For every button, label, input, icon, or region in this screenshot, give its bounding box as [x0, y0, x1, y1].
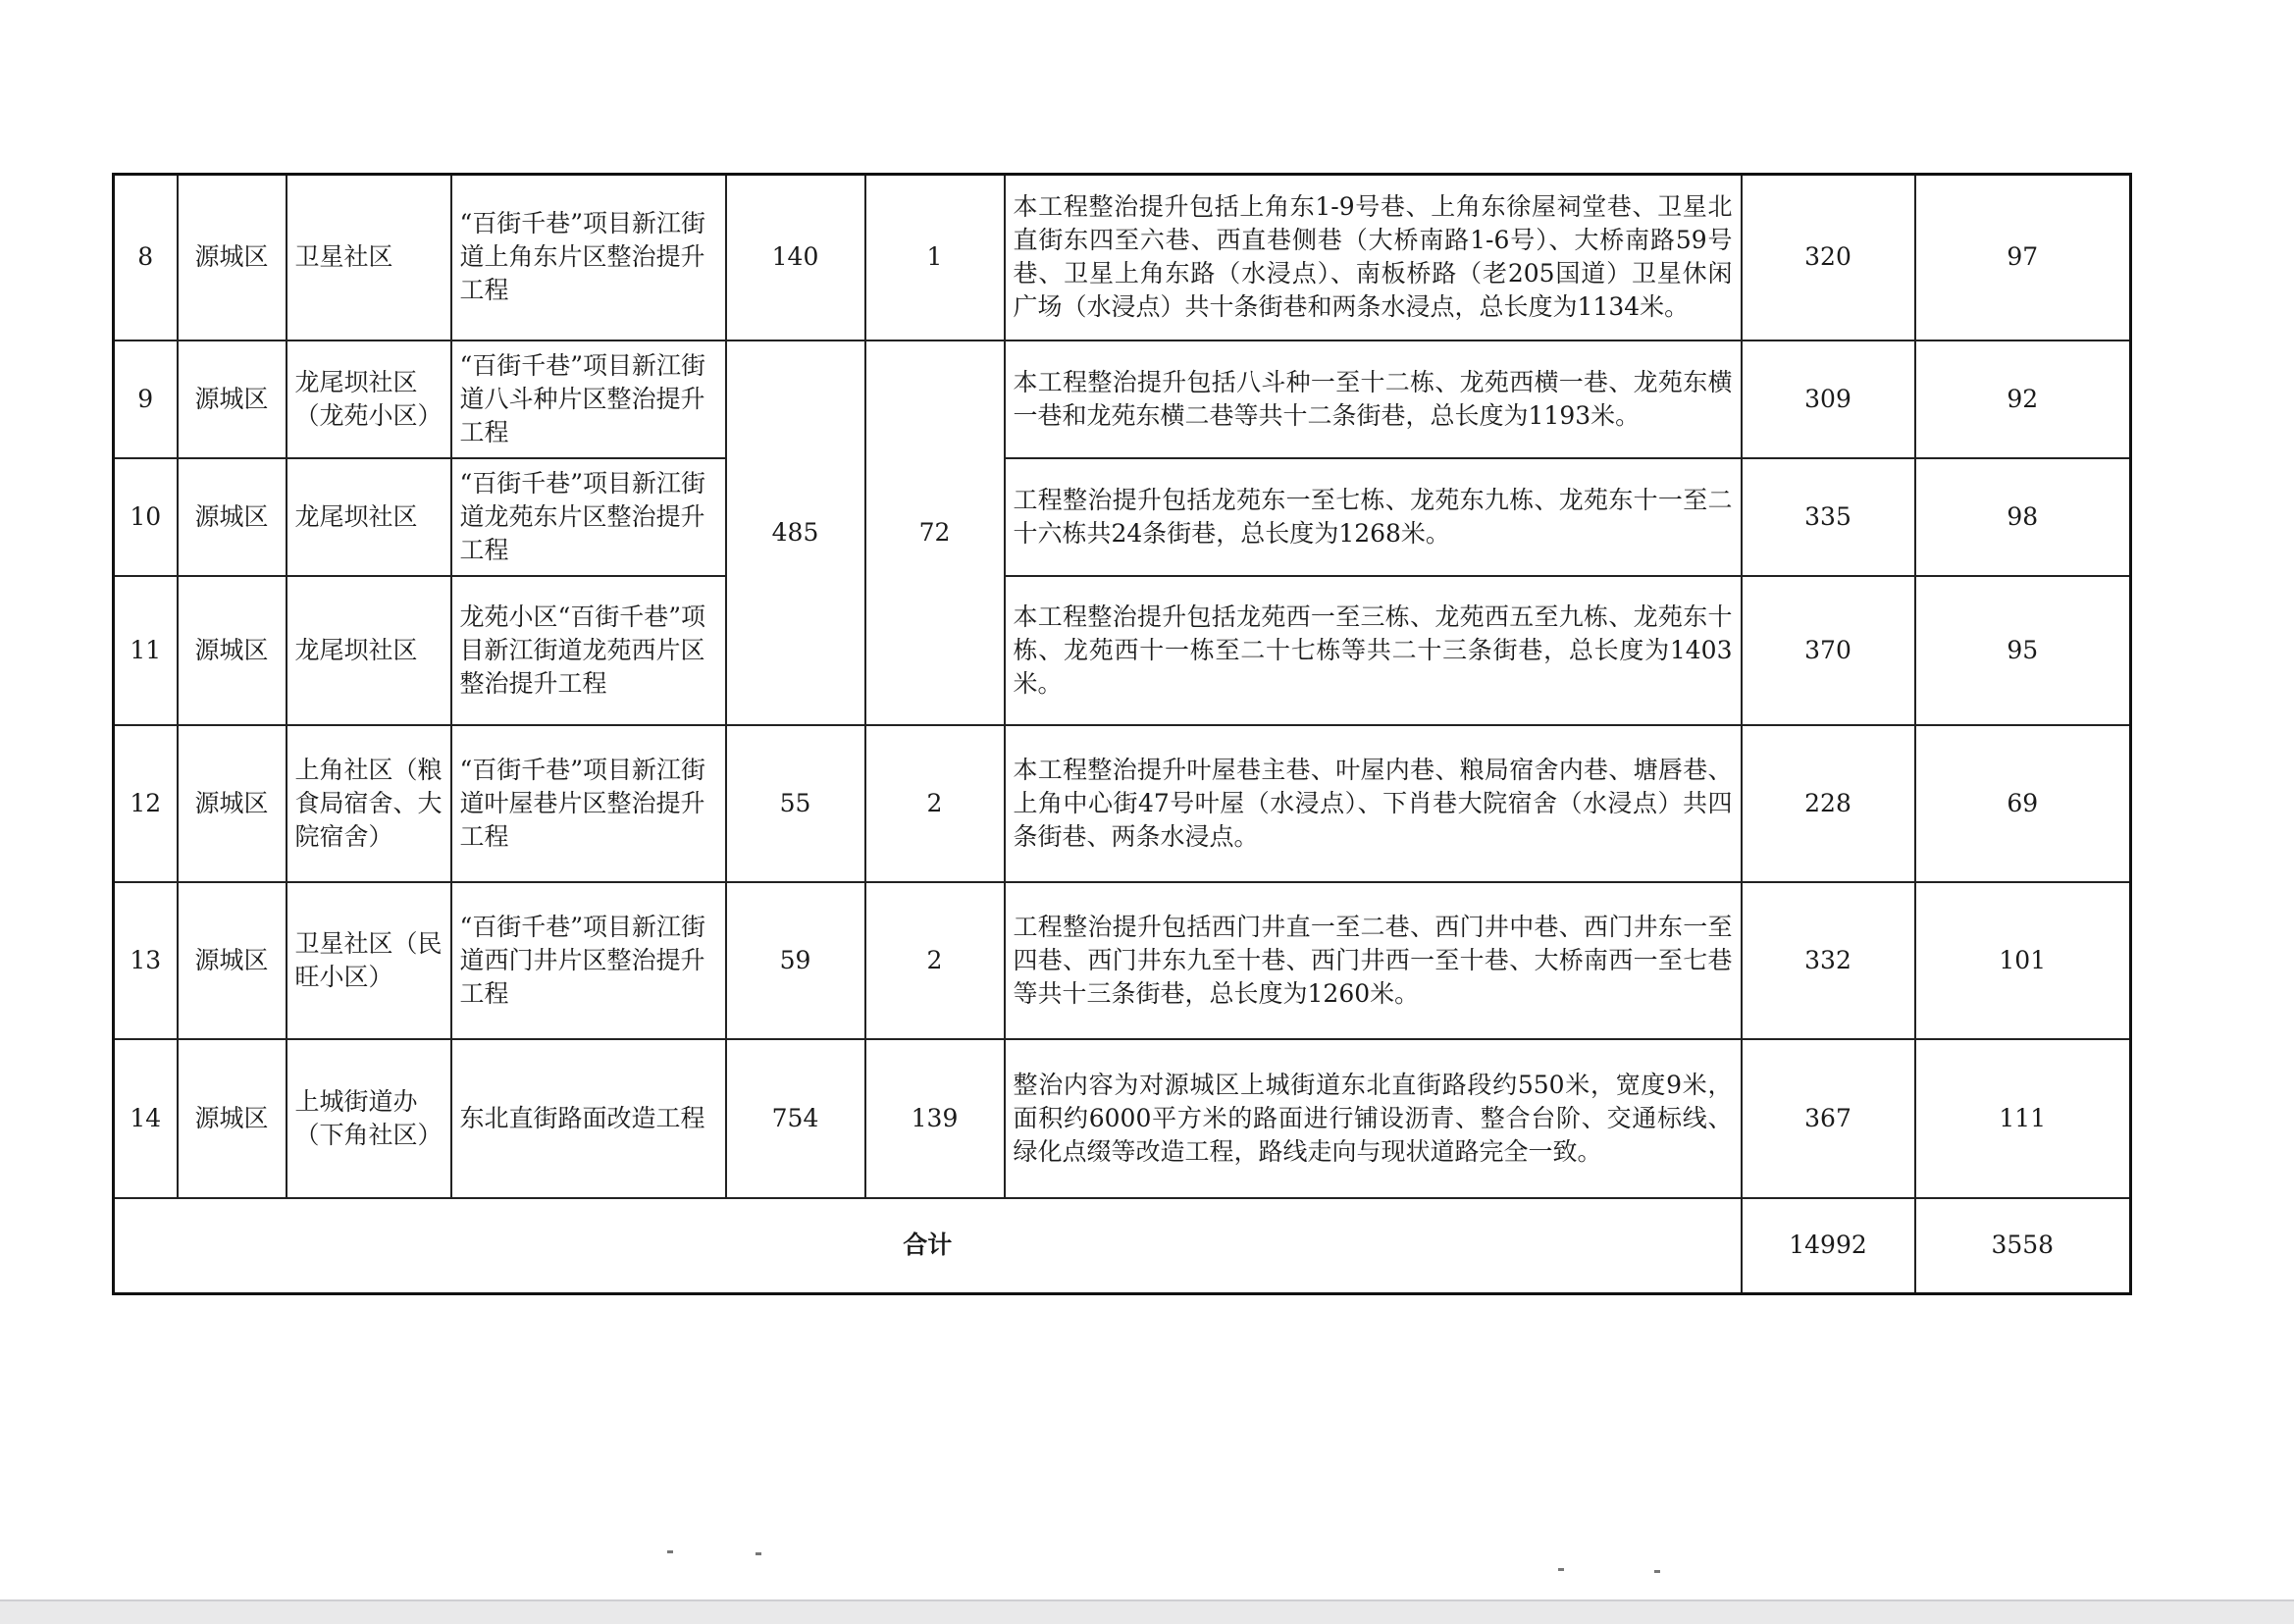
community-cell: 上城街道办（下角社区） — [287, 1039, 451, 1198]
total-label: 合计 — [114, 1198, 1742, 1294]
scan-speck — [756, 1552, 761, 1555]
district-cell: 源城区 — [178, 576, 287, 725]
total-value: 3558 — [1915, 1198, 2131, 1294]
row-number: 8 — [114, 175, 178, 341]
value-cell: 55 — [726, 725, 865, 882]
value-cell: 140 — [726, 175, 865, 341]
value-cell: 95 — [1915, 576, 2131, 725]
row-number: 11 — [114, 576, 178, 725]
value-cell: 320 — [1742, 175, 1915, 341]
table-row — [114, 725, 2131, 882]
value-cell: 1 — [865, 175, 1005, 341]
content-description-cell: 本工程整治提升包括龙苑西一至三栋、龙苑西五至九栋、龙苑东十栋、龙苑西十一栋至二十七栋等共二十三条街巷，总长度为1403米。 — [1005, 576, 1742, 725]
page-bottom-edge — [0, 1599, 2294, 1624]
project-name-cell: “百街千巷”项目新江街道叶屋巷片区整治提升工程 — [451, 725, 726, 882]
value-cell: 332 — [1742, 882, 1915, 1039]
project-name-cell: “百街千巷”项目新江街道上角东片区整治提升工程 — [451, 175, 726, 341]
community-cell: 龙尾坝社区（龙苑小区） — [287, 341, 451, 458]
community-cell: 龙尾坝社区 — [287, 458, 451, 576]
community-cell: 卫星社区（民旺小区） — [287, 882, 451, 1039]
value-cell: 754 — [726, 1039, 865, 1198]
project-name-cell: “百街千巷”项目新江街道西门井片区整治提升工程 — [451, 882, 726, 1039]
value-cell: 92 — [1915, 341, 2131, 458]
value-cell: 59 — [726, 882, 865, 1039]
total-row — [114, 1198, 2131, 1294]
scan-speck — [667, 1550, 673, 1553]
value-cell: 228 — [1742, 725, 1915, 882]
community-cell: 上角社区（粮食局宿舍、大院宿舍） — [287, 725, 451, 882]
merged-value-cell: 72 — [865, 341, 1005, 725]
content-description-cell: 本工程整治提升包括八斗种一至十二栋、龙苑西横一巷、龙苑东横一巷和龙苑东横二巷等共十二条街巷，总长度为1193米。 — [1005, 341, 1742, 458]
row-number: 9 — [114, 341, 178, 458]
content-description-cell: 本工程整治提升叶屋巷主巷、叶屋内巷、粮局宿舍内巷、塘唇巷、上角中心街47号叶屋（水浸点）、下肖巷大院宿舍（水浸点）共四条街巷、两条水浸点。 — [1005, 725, 1742, 882]
community-cell: 龙尾坝社区 — [287, 576, 451, 725]
district-cell: 源城区 — [178, 341, 287, 458]
row-number: 10 — [114, 458, 178, 576]
row-number: 12 — [114, 725, 178, 882]
content-description-cell: 工程整治提升包括西门井直一至二巷、西门井中巷、西门井东一至四巷、西门井东九至十巷、西门井西一至十巷、大桥南西一至七巷等共十三条街巷，总长度为1260米。 — [1005, 882, 1742, 1039]
content-description-cell: 工程整治提升包括龙苑东一至七栋、龙苑东九栋、龙苑东十一至二十六栋共24条街巷，总长度为1268米。 — [1005, 458, 1742, 576]
value-cell: 2 — [865, 725, 1005, 882]
district-cell: 源城区 — [178, 1039, 287, 1198]
table-row — [114, 175, 2131, 341]
value-cell: 111 — [1915, 1039, 2131, 1198]
value-cell: 97 — [1915, 175, 2131, 341]
value-cell: 335 — [1742, 458, 1915, 576]
value-cell: 101 — [1915, 882, 2131, 1039]
table-row — [114, 458, 2131, 576]
table-row — [114, 576, 2131, 725]
table-row — [114, 882, 2131, 1039]
project-name-cell: 东北直街路面改造工程 — [451, 1039, 726, 1198]
value-cell: 2 — [865, 882, 1005, 1039]
project-name-cell: 龙苑小区“百街千巷”项目新江街道龙苑西片区整治提升工程 — [451, 576, 726, 725]
total-value: 14992 — [1742, 1198, 1915, 1294]
content-description-cell: 本工程整治提升包括上角东1-9号巷、上角东徐屋祠堂巷、卫星北直街东四至六巷、西直巷侧巷（大桥南路1-6号）、大桥南路59号巷、卫星上角东路（水浸点）、南板桥路（老205国道）卫星休闲广场（水浸点）共十条街巷和两条水浸点，总长度为1134米。 — [1005, 175, 1742, 341]
value-cell: 98 — [1915, 458, 2131, 576]
value-cell: 139 — [865, 1039, 1005, 1198]
content-description-cell: 整治内容为对源城区上城街道东北直街路段约550米，宽度9米，面积约6000平方米的路面进行铺设沥青、整合台阶、交通标线、绿化点缀等改造工程，路线走向与现状道路完全一致。 — [1005, 1039, 1742, 1198]
district-cell: 源城区 — [178, 458, 287, 576]
scan-speck — [1558, 1568, 1564, 1571]
district-cell: 源城区 — [178, 175, 287, 341]
row-number: 13 — [114, 882, 178, 1039]
value-cell: 370 — [1742, 576, 1915, 725]
table-row — [114, 1039, 2131, 1198]
project-name-cell: “百街千巷”项目新江街道龙苑东片区整治提升工程 — [451, 458, 726, 576]
merged-value-cell: 485 — [726, 341, 865, 725]
scan-speck — [1654, 1570, 1660, 1573]
value-cell: 69 — [1915, 725, 2131, 882]
district-cell: 源城区 — [178, 882, 287, 1039]
table-row — [114, 341, 2131, 458]
value-cell: 309 — [1742, 341, 1915, 458]
district-cell: 源城区 — [178, 725, 287, 882]
community-cell: 卫星社区 — [287, 175, 451, 341]
value-cell: 367 — [1742, 1039, 1915, 1198]
project-table — [112, 173, 2132, 1295]
project-name-cell: “百街千巷”项目新江街道八斗种片区整治提升工程 — [451, 341, 726, 458]
row-number: 14 — [114, 1039, 178, 1198]
